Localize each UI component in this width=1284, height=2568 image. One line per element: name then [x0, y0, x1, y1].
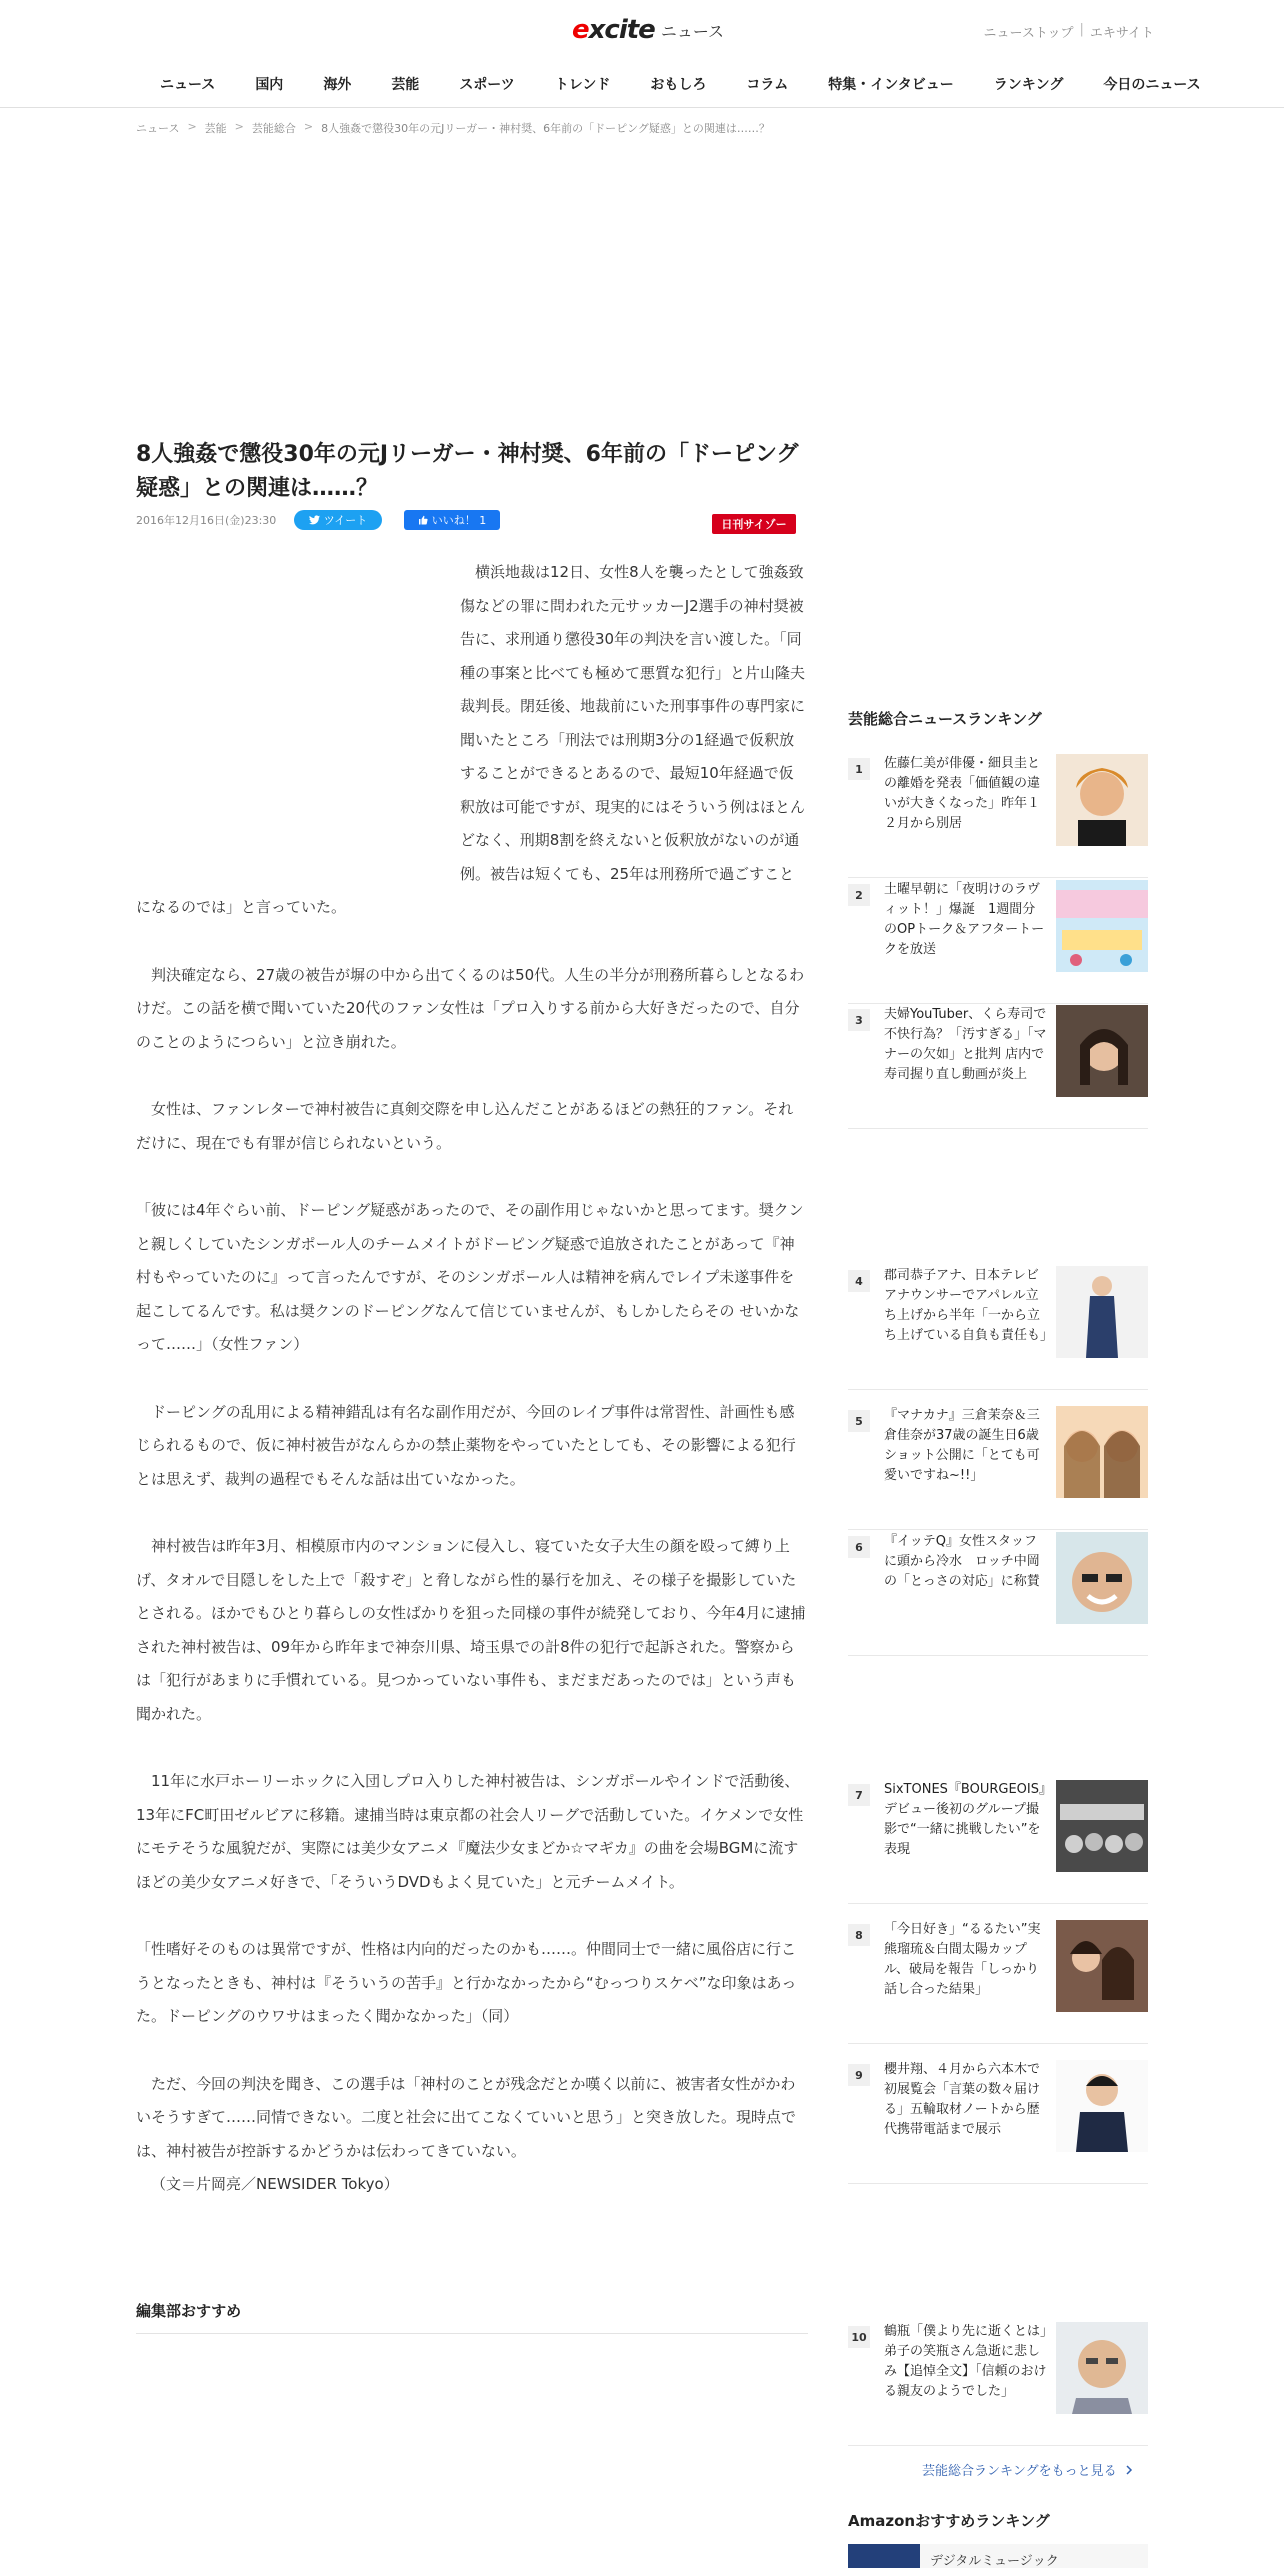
article-paragraph: ドーピングの乱用による精神錯乱は有名な副作用だが、今回のレイプ事件は常習性、計画性も感じられるもので、仮に神村被告がなんらかの禁止薬物をやっていたとしても、その影響による犯行とは思えず、裁判の過程でもそんな話は出ていなかった。 — [136, 1402, 796, 1488]
article-paragraph: 「彼には4年ぐらい前、ドーピング疑惑があったので、その副作用じゃないかと思ってます。奨クンと親しくしていたシンガポール人のチームメイトがドーピング疑惑で追放されたことがあって『神村もやっていたのに』って言ったんですが、そのシンガポール人は精神を病んでレイプ未遂事件を起こしてるんです。私は奨クンのドーピングなんて信じていませんが、もしかしたらその せいかなって……」（女性ファン） — [136, 1201, 804, 1353]
logo-rest: xcite — [588, 15, 655, 45]
global-nav — [140, 70, 1221, 98]
ranking-heading: 芸能総合ニュースランキング — [848, 710, 1042, 728]
breadcrumb-category[interactable]: 芸能総合 — [251, 122, 296, 135]
article-paragraph: ただ、今回の判決を聞き、この選手は「神村のことが残念だとか嘆く以前に、被害者女性がかわいそうすぎて……同情できない。二度と社会に出てこなくていいと思う」と突き放した。現時点では、神村被告が控訴するかどうかは伝わってきていない。 — [136, 2074, 797, 2160]
rank-number: 10 — [848, 2326, 870, 2348]
thumbs-up-icon — [418, 515, 428, 525]
logo-sub: ニュース — [660, 21, 725, 41]
breadcrumb-current: 8人強姦で懲役30年の元Jリーガー・神村奨、6年前の「ドーピング疑惑」との関連は……？ — [321, 122, 770, 135]
breadcrumb-separator: > — [187, 120, 197, 133]
rank-headline: 鶴瓶「僕より先に逝くとは」弟子の笑瓶さん急逝に悲しみ【追悼全文】「信頼のおける親友のようでした」 — [884, 2324, 1047, 2399]
rank-headline: 「今日好き」“るるたい”実熊瑠琉＆白間太陽カップル、破局を報告「しっかり話し合った結果」 — [884, 1922, 1041, 1997]
twitter-bird-icon — [309, 515, 320, 525]
breadcrumb-entertainment[interactable]: 芸能 — [204, 122, 227, 135]
rank-number: 2 — [848, 884, 870, 906]
ranking-more-link[interactable] — [922, 2460, 1133, 2479]
rank-thumbnail — [1056, 1920, 1148, 2012]
ranking-item[interactable] — [848, 1005, 1148, 1129]
breadcrumb — [136, 120, 770, 136]
nav-item-column[interactable]: コラム — [746, 77, 789, 93]
article-paragraph: 女性は、ファンレターで神村被告に真剣交際を申し込んだことがあるほどの熱狂的ファン。それだけに、現在でも有罪が信じられないという。 — [136, 1100, 794, 1152]
nav-item-feature[interactable]: 特集・インタビュー — [828, 77, 954, 93]
logo-mark — [572, 15, 655, 45]
nav-item-funny[interactable]: おもしろ — [650, 77, 707, 93]
rank-headline: 夫婦YouTuber、くら寿司で不快行為？「汚すぎる」「マナーの欠如」と批判 店内で寿司握り直し動画が炎上 — [884, 1007, 1047, 1082]
rank-number: 8 — [848, 1924, 870, 1946]
rank-number: 7 — [848, 1784, 870, 1806]
nav-item-ranking[interactable]: ランキング — [993, 77, 1064, 93]
rank-headline: 『マナカナ』三倉茉奈＆三倉佳奈が37歳の誕生日6歳ショット公開に「とても可愛いですね~!!」 — [884, 1408, 1040, 1483]
amazon-ranking-heading: Amazonおすすめランキング — [848, 2512, 1050, 2530]
rank-thumbnail — [1056, 1532, 1148, 1624]
ranking-item[interactable] — [848, 2060, 1148, 2184]
ranking-item[interactable] — [848, 1920, 1148, 2044]
rank-thumbnail — [1056, 1266, 1148, 1358]
top-links — [984, 22, 1154, 41]
top-link-news[interactable]: ニューストップ — [983, 26, 1074, 41]
rank-number: 1 — [848, 758, 870, 780]
logo-accent: e — [572, 15, 589, 45]
rank-thumbnail — [1056, 2060, 1148, 2152]
article-image-space — [136, 556, 460, 872]
nav-item-world[interactable]: 海外 — [323, 77, 352, 93]
amazon-thumbnail — [848, 2544, 920, 2568]
ranking-item[interactable] — [848, 754, 1148, 878]
rank-number: 5 — [848, 1410, 870, 1432]
rank-thumbnail — [1056, 2322, 1148, 2414]
editor-picks-heading: 編集部おすすめ — [136, 2300, 808, 2334]
ranking-item[interactable] — [848, 880, 1148, 1004]
rank-number: 9 — [848, 2064, 870, 2086]
like-button[interactable] — [404, 510, 500, 530]
article-meta — [136, 508, 802, 534]
ranking-item[interactable] — [848, 2322, 1148, 2446]
rank-thumbnail — [1056, 1406, 1148, 1498]
top-link-separator: | — [1079, 22, 1084, 37]
rank-number: 4 — [848, 1270, 870, 1292]
breadcrumb-separator: > — [303, 120, 314, 133]
article-date: 2016年12月16日(金)23:30 — [136, 514, 277, 527]
rank-number: 3 — [848, 1009, 870, 1031]
article-paragraph: 「性嗜好そのものは異常ですが、性格は内向的だったのかも……。仲間同士で一緒に風俗店に行こうとなったときも、神村は『そういうの苦手』と行かなかったから“むっつりスケベ”な印象はあった。ドーピングのウワサはまったく聞かなかった」（同） — [136, 1940, 797, 2025]
breadcrumb-news[interactable]: ニュース — [136, 122, 180, 135]
rank-headline: SixTONES『BOURGEOIS』デビュー後初のグループ撮影で“一緒に挑戦したい”を表現 — [884, 1782, 1046, 1857]
rank-thumbnail — [1056, 880, 1148, 972]
article-paragraph: 横浜地裁は12日、女性8人を襲ったとして強姦致傷などの罪に問われた元サッカーJ2選手の神村奨被告に、求刑通り懲役30年の判決を言い渡した。「同種の事案と比べても極めて悪質な犯行」と片山隆夫裁判長。閉廷後、地裁前にいた刑事事件の専門家に聞いたところ「刑法では刑期3分の1経過で仮釈放することができるとあるので、最短10年経過で仮釈放は可能ですが、現実的にはそういう例はほとんどなく、刑期8割を終えないと仮釈放がないのが通例。被告は短くても、25年は刑務所で過ごすことになるのでは」と言っていた。 — [136, 563, 806, 916]
top-link-excite[interactable]: エキサイト — [1089, 26, 1154, 41]
rank-thumbnail — [1056, 754, 1148, 846]
article-title: 8人強姦で懲役30年の元Jリーガー・神村奨、6年前の「ドーピング疑惑」との関連は……？ — [136, 442, 799, 501]
ranking-more-label: 芸能総合ランキングをもっと見る — [922, 2464, 1117, 2479]
amazon-ranking-item[interactable] — [848, 2544, 1148, 2568]
article-paragraph: 判決確定なら、27歳の被告が塀の中から出てくるのは50代。人生の半分が刑務所暮らしとなるわけだ。この話を横で聞いていた20代のファン女性は「プロ入りする前から大好きだったので、自分のことのようにつらい」と泣き崩れた。 — [136, 965, 805, 1051]
like-label: いいね！ 1 — [431, 514, 487, 527]
ranking-item[interactable] — [848, 1406, 1148, 1530]
tweet-button[interactable] — [294, 510, 382, 530]
nav-item-sports[interactable]: スポーツ — [459, 77, 515, 93]
ranking-item[interactable] — [848, 1780, 1148, 1904]
tweet-label: ツイート — [323, 514, 368, 527]
article-body — [136, 556, 806, 2202]
article-paragraph: 11年に水戸ホーリーホックに入団しプロ入りした神村被告は、シンガポールやインドで活動後、13年にFC町田ゼルビアに移籍。逮捕当時は東京都の社会人リーグで活動していた。イケメンで女性にモテそうな風貌だが、実際には美少女アニメ『魔法少女まどか☆マギカ』の曲を会場BGMに流すほどの美少女アニメ好きで、「そういうDVDもよく見ていた」と元チームメイト。 — [136, 1772, 804, 1891]
rank-headline: 佐藤仁美が俳優・細貝圭との離婚を発表「価値観の違いが大きくなった」昨年１２月から別居 — [884, 756, 1041, 831]
rank-thumbnail — [1056, 1780, 1148, 1872]
rank-headline: 櫻井翔、４月から六本木で初展覧会「言葉の数々届ける」五輪取材ノートから歴代携帯電話まで展示 — [884, 2062, 1041, 2137]
nav-item-trend[interactable]: トレンド — [554, 77, 611, 93]
rank-headline: 郡司恭子アナ、日本テレビアナウンサーでアパレル立ち上げから半年「一から立ち上げている自負も責任も」 — [884, 1268, 1054, 1343]
site-logo[interactable] — [572, 12, 724, 48]
source-logo[interactable]: 日刊サイゾー — [712, 514, 796, 534]
ranking-item[interactable] — [848, 1266, 1148, 1390]
nav-item-today[interactable]: 今日のニュース — [1103, 77, 1201, 93]
nav-item-domestic[interactable]: 国内 — [255, 77, 284, 93]
amazon-item-label: デジタルミュージック — [930, 2554, 1059, 2568]
ranking-item[interactable] — [848, 1532, 1148, 1656]
nav-item-entertainment[interactable]: 芸能 — [391, 77, 420, 93]
rank-headline: 『イッテQ』女性スタッフに頭から冷水 ロッチ中岡の「とっさの対応」に称賛 — [884, 1534, 1040, 1589]
article-credit: （文＝片岡亮／NEWSIDER Tokyo） — [151, 2175, 399, 2193]
nav-item-news[interactable]: ニュース — [160, 77, 216, 93]
breadcrumb-separator: > — [234, 120, 244, 133]
article-paragraph: 神村被告は昨年3月、相模原市内のマンションに侵入し、寝ていた女子大生の顔を殴って縛り上げ、タオルで目隠しをした上で「殺すぞ」と脅しながら性的暴行を加え、その様子を撮影していたとされる。ほかでもひとり暮らしの女性ばかりを狙った同様の事件が続発しており、今年4月に逮捕された神村被告は、09年から昨年まで神奈川県、埼玉県での計8件の犯行で起訴された。警察からは「犯行があまりに手慣れている。見つかっていない事件も、まだまだあったのでは」という声も聞かれた。 — [136, 1537, 806, 1723]
chevron-right-icon — [1125, 2465, 1133, 2475]
site-header — [0, 0, 1284, 108]
rank-thumbnail — [1056, 1005, 1148, 1097]
rank-headline: 土曜早朝に「夜明けのラヴィット！」爆誕 1週間分のOPトーク＆アフタートークを放送 — [884, 882, 1045, 957]
rank-number: 6 — [848, 1536, 870, 1558]
